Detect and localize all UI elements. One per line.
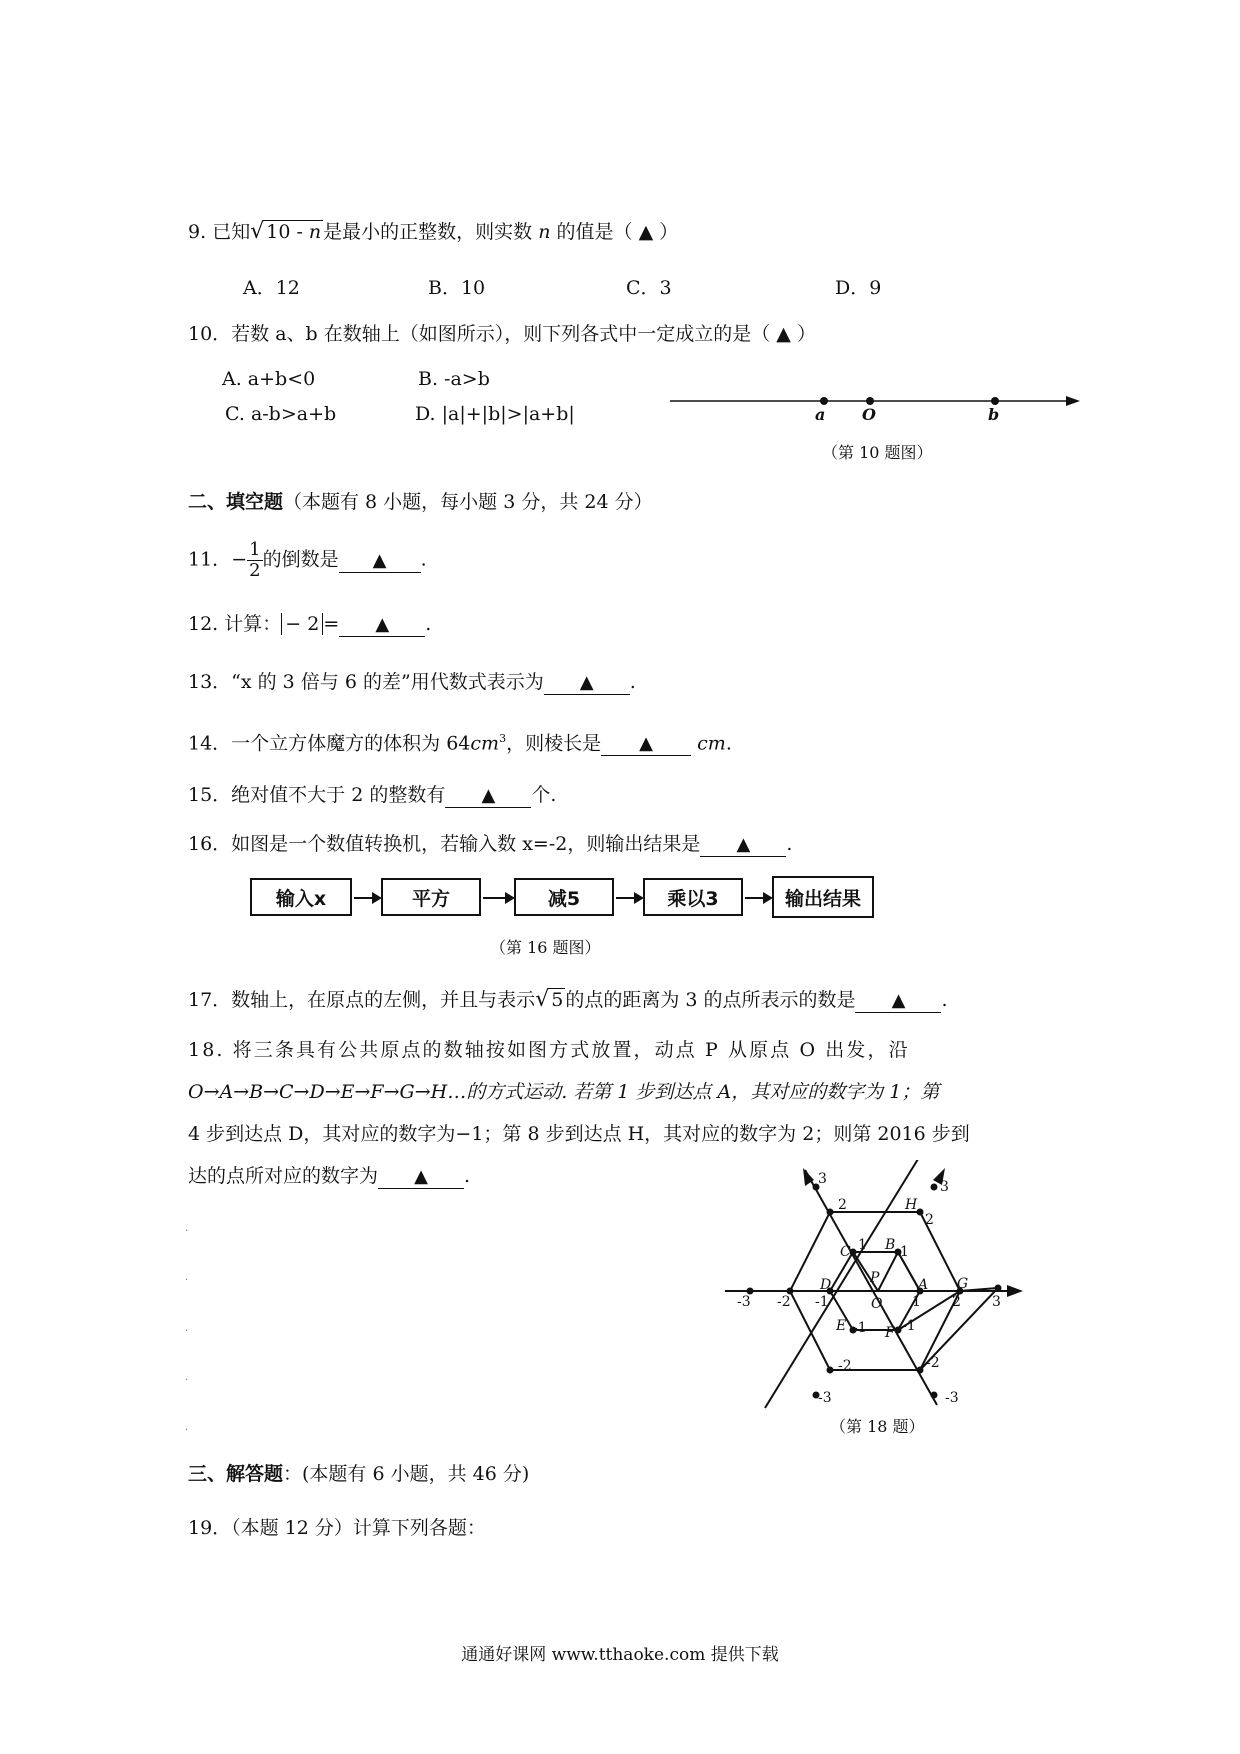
q11-frac-den: 2 (249, 560, 261, 581)
point-label-a: A (918, 1277, 929, 1293)
flow-arrow (483, 897, 513, 899)
q14-end: . (725, 732, 732, 755)
tick-neg3-lr: -3 (945, 1390, 959, 1406)
point-label-h: H (905, 1197, 918, 1213)
point-label-c: C (840, 1244, 851, 1260)
scan-dot: . (185, 1323, 189, 1334)
triangle-icon: ▲ (414, 1166, 428, 1187)
q18-line-1: 18. 将三条具有公共原点的数轴按如图方式放置，动点 P 从原点 O 出发，沿 (188, 1039, 910, 1061)
q9-option-d: D．9 (835, 277, 882, 299)
q18-line-2: O→A→B→C→D→E→F→G→H…的方式运动. 若第 1 步到达点 A，其对应的数字为 1；第 (188, 1081, 940, 1103)
q18-answer-blank[interactable] (378, 1165, 464, 1189)
q9-text-post: 的值是（ ▲ ） (556, 221, 679, 243)
q9-number: 9. (188, 221, 207, 243)
q9-var: n (538, 221, 551, 243)
q15-end: 个. (531, 784, 557, 806)
q14-unit-2: cm (697, 732, 726, 755)
point-b (991, 397, 999, 405)
triangle-icon: ▲ (639, 733, 654, 755)
q12-answer-blank[interactable] (339, 613, 425, 637)
flow-arrow (616, 897, 642, 899)
tick-neg3-ll: -3 (818, 1390, 832, 1406)
q16-answer-blank[interactable] (700, 833, 786, 857)
q14-text-pre: 14．一个立方体魔方的体积为 64 (188, 732, 471, 755)
q12-equals: = (323, 613, 340, 635)
question-10: 10．若数 a、b 在数轴上（如图所示），则下列各式中一定成立的是（ ▲ ） (188, 323, 816, 345)
q12-end: . (425, 613, 432, 635)
q9-sqrt: √ 10 - n (250, 219, 322, 244)
scan-dot: . (185, 1372, 189, 1383)
point-label-b: B (885, 1237, 896, 1253)
section-3-title: 三、解答题 (188, 1463, 284, 1485)
flow-box-input: 输入x (250, 878, 352, 916)
label-b: b (988, 405, 1000, 424)
q9-text-mid: 是最小的正整数，则实数 (323, 221, 533, 243)
question-13 (188, 668, 636, 696)
q10-caption: （第 10 题图） (822, 443, 933, 462)
tick-neg1-h: -1 (815, 1294, 829, 1310)
q11-text: 的倒数是 (262, 548, 339, 571)
tick-2-ul: 2 (838, 1197, 847, 1213)
flow-arrow (745, 897, 771, 899)
q13-answer-blank[interactable] (544, 671, 630, 695)
point-label-f: F (885, 1325, 895, 1341)
scan-dot: . (185, 1422, 189, 1433)
q9-option-a: A．12 (243, 277, 300, 299)
tick-2-ur: 2 (925, 1212, 934, 1228)
scan-dot: . (185, 1223, 189, 1234)
question-15 (188, 781, 556, 809)
q10-option-c: C. a-b>a+b (225, 403, 337, 425)
tick-neg2-lr: -2 (926, 1355, 940, 1371)
tick-1-h: 1 (912, 1294, 921, 1310)
section-3-heading (188, 1460, 529, 1488)
q14-unit: cm (470, 732, 500, 755)
tick-3-ul: 3 (818, 1171, 827, 1187)
q11-end: . (420, 548, 427, 571)
tick-1-ul: 1 (858, 1237, 867, 1253)
q17-radicand: 5 (551, 989, 564, 1011)
q11-frac-num: 1 (249, 539, 261, 560)
flow-box-minus-5: 减5 (514, 878, 614, 916)
section-2-heading (188, 488, 653, 516)
q13-text: 13．“x 的 3 倍与 6 的差”用代数式表示为 (188, 671, 544, 693)
q18-caption: （第 18 题） (830, 1417, 925, 1436)
question-14 (188, 725, 732, 757)
q11-minus: − (231, 548, 248, 571)
triangle-icon: ▲ (375, 614, 390, 635)
point-label-e: E (836, 1318, 847, 1334)
triangle-icon: ▲ (481, 785, 496, 806)
q15-answer-blank[interactable] (445, 784, 531, 808)
tick-2-h: 2 (952, 1294, 961, 1310)
q10-option-a: A. a+b<0 (222, 368, 316, 390)
point-label-o: O (871, 1296, 883, 1312)
q9-option-c: C．3 (626, 277, 672, 299)
q15-text: 15．绝对值不大于 2 的整数有 (188, 784, 446, 806)
q13-end: . (629, 671, 636, 693)
flow-box-square: 平方 (381, 878, 481, 916)
q17-text-pre: 17．数轴上，在原点的左侧，并且与表示 (188, 989, 536, 1011)
q12-text: 12. 计算： (188, 613, 282, 635)
question-9 (188, 218, 678, 246)
q18-line-4 (188, 1162, 470, 1190)
tick-neg1-lr: -1 (902, 1318, 916, 1334)
q17-sqrt: √ 5 (535, 987, 564, 1012)
q11-fraction (247, 540, 262, 581)
q11-number: 11． (188, 548, 232, 571)
q16-caption: （第 16 题图） (490, 938, 601, 957)
question-19: 19．（本题 12 分）计算下列各题： (188, 1517, 486, 1539)
q12-abs-value: − 2 (281, 613, 323, 635)
q10-option-d: D. |a|+|b|>|a+b| (415, 403, 575, 425)
tick-3-ur: 3 (940, 1179, 949, 1195)
q9-text-pre: 已知 (212, 221, 251, 243)
page-footer: 通通好课网 www.tthaoke.com 提供下载 (461, 1645, 779, 1665)
flow-box-output: 输出结果 (772, 876, 874, 918)
triangle-icon: ▲ (736, 834, 751, 855)
tick-3-h: 3 (992, 1294, 1001, 1310)
q18-end: . (464, 1165, 471, 1187)
tick-neg2-ll: -2 (838, 1358, 852, 1374)
point-label-g: G (957, 1276, 969, 1292)
q17-text-post: 的点的距离为 3 的点所表示的数是 (565, 989, 856, 1011)
q17-answer-blank[interactable] (855, 989, 941, 1013)
question-11 (188, 540, 427, 581)
section-2-desc: （本题有 8 小题，每小题 3 分，共 24 分） (283, 491, 653, 513)
label-o: O (862, 405, 876, 424)
q18-line-3: 4 步到达点 D，其对应的数字为−1；第 8 步到达点 H，其对应的数字为 2；则第 2016 步到 (188, 1123, 970, 1145)
q17-end: . (941, 989, 948, 1011)
question-16 (188, 830, 792, 858)
label-a: a (815, 405, 826, 424)
q10-option-b: B. -a>b (418, 368, 490, 390)
q14-answer-blank[interactable] (601, 732, 691, 756)
q16-end: . (786, 833, 793, 855)
section-2-title: 二、填空题 (188, 491, 284, 513)
tick-neg3-h: -3 (737, 1294, 751, 1310)
q9-radicand-a: 10 - (266, 221, 309, 243)
q9-radicand-b: n (308, 221, 322, 243)
question-17 (188, 986, 948, 1014)
triangle-icon: ▲ (891, 990, 906, 1011)
tick-neg2-h: -2 (777, 1294, 791, 1310)
point-label-d: D (820, 1277, 832, 1293)
q18-text: 达的点所对应的数字为 (188, 1165, 379, 1187)
flow-box-times-3: 乘以3 (643, 878, 743, 916)
point-a (820, 397, 828, 405)
scan-dot: . (185, 1272, 189, 1283)
q14-text-mid: ，则棱长是 (506, 732, 602, 755)
triangle-icon: ▲ (579, 672, 594, 693)
point-o (866, 397, 874, 405)
q11-answer-blank[interactable] (339, 549, 421, 573)
q16-text: 16．如图是一个数值转换机，若输入数 x=-2，则输出结果是 (188, 833, 701, 855)
q9-option-b: B．10 (428, 277, 486, 299)
section-3-desc: ：(本题有 6 小题，共 46 分) (283, 1463, 530, 1485)
point-label-p: P (870, 1270, 880, 1286)
tick-neg1-ll: -1 (853, 1320, 867, 1336)
q14-exponent: 3 (499, 732, 507, 745)
triangle-icon: ▲ (372, 549, 387, 571)
tick-1-ur: 1 (900, 1244, 909, 1260)
question-12 (188, 610, 431, 638)
flow-arrow (354, 897, 380, 899)
